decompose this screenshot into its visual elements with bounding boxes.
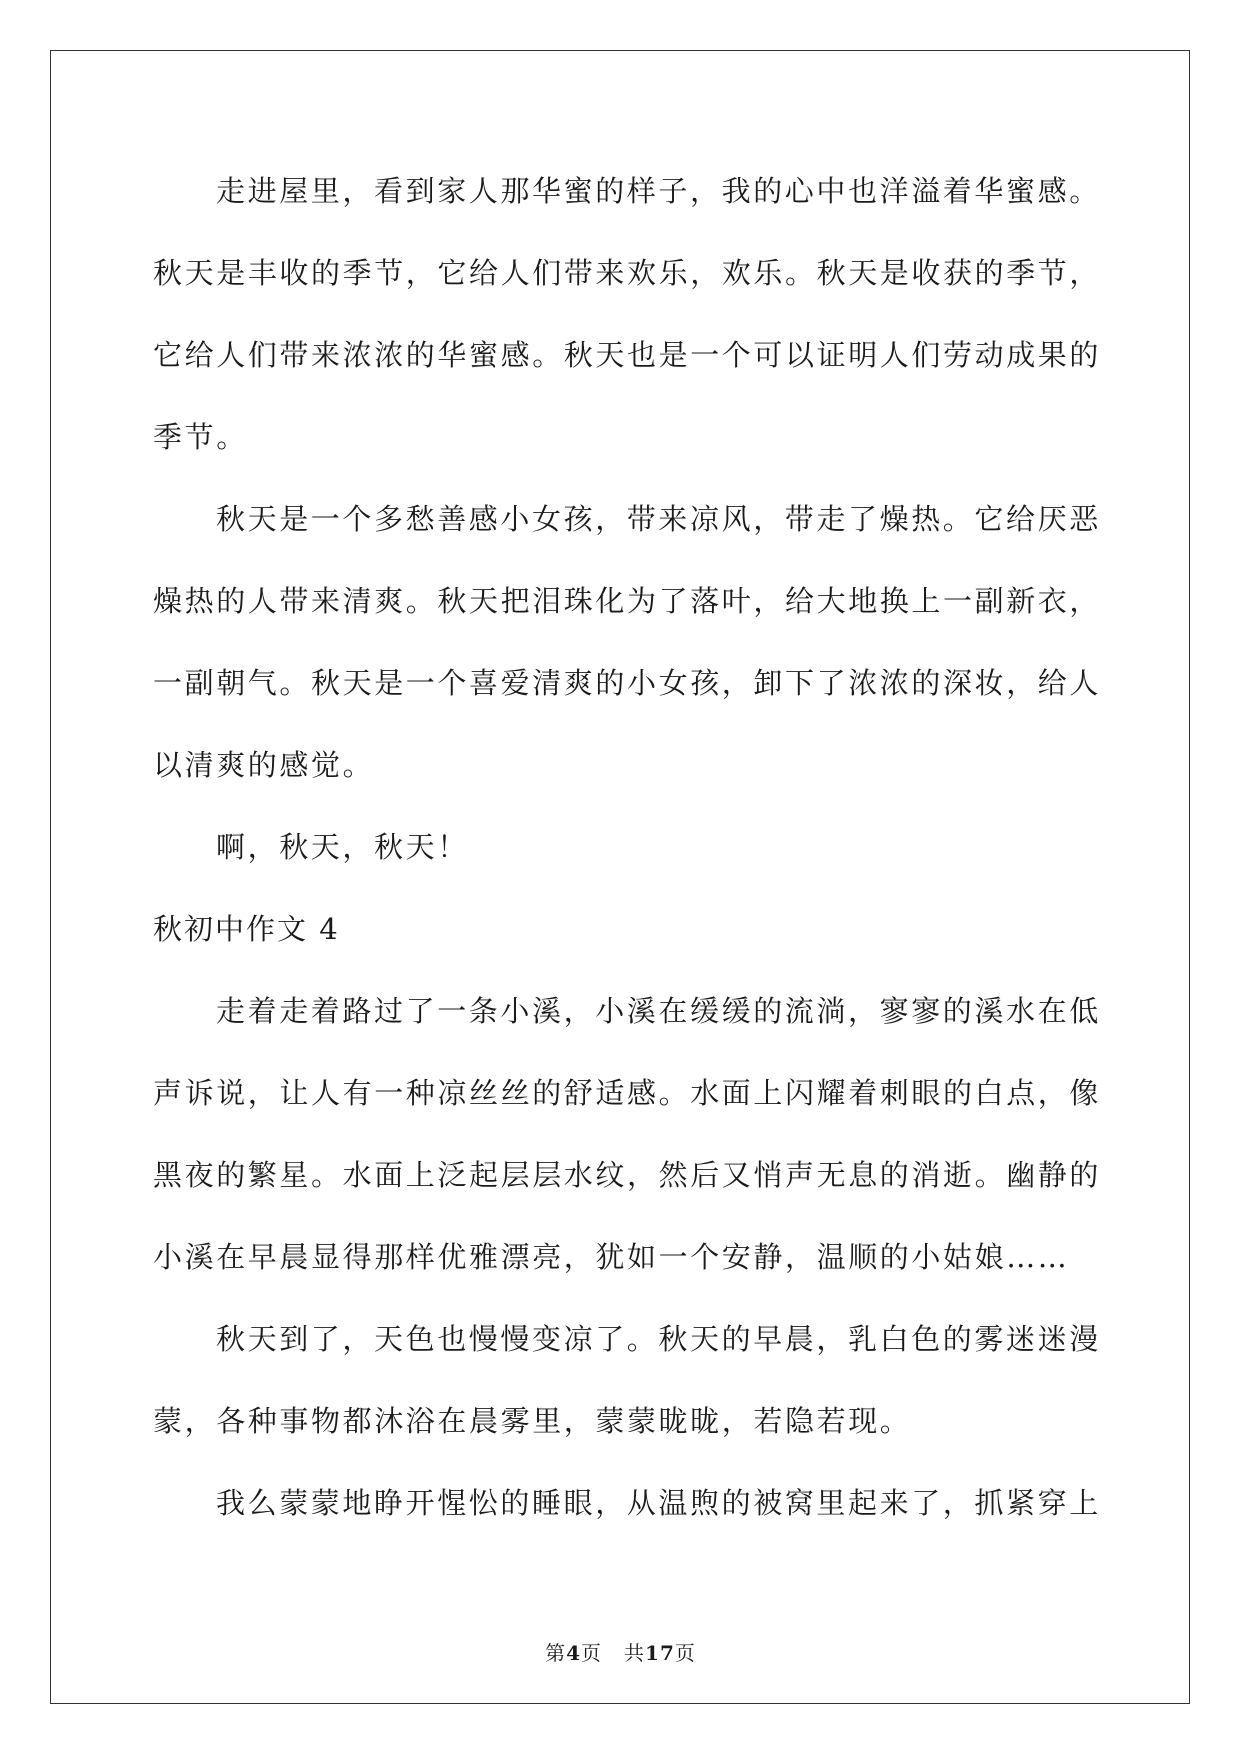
text-line: 黑夜的繁星。水面上泛起层层水纹，然后又悄声无息的消逝。幽静的 (153, 1158, 1102, 1192)
text-line: 走着走着路过了一条小溪，小溪在缓缓的流淌，寥寥的溪水在低 (216, 994, 1101, 1028)
text-line: 季节。 (153, 420, 248, 454)
text-line: 秋天是丰收的季节，它给人们带来欢乐，欢乐。秋天是收获的季节， (153, 256, 1102, 290)
total-prefix: 共 (624, 1641, 646, 1665)
text-line: 一副朝气。秋天是一个喜爱清爽的小女孩，卸下了浓浓的深妆，给人 (153, 666, 1102, 700)
text-line: 以清爽的感觉。 (153, 748, 375, 782)
text-line: 走进屋里，看到家人那华蜜的样子，我的心中也洋溢着华蜜感。 (216, 174, 1101, 208)
total-suffix: 页 (674, 1641, 696, 1665)
text-line: 小溪在早晨显得那样优雅漂亮，犹如一个安静，温顺的小姑娘…… (153, 1240, 1070, 1274)
page-number: 4 (566, 1641, 582, 1665)
text-line: 我么蒙蒙地睁开惺忪的睡眼，从温煦的被窝里起来了，抓紧穿上 (216, 1486, 1101, 1520)
text-line: 秋天是一个多愁善感小女孩，带来凉风，带走了燥热。它给厌恶 (216, 502, 1101, 536)
text-line: 蒙，各种事物都沐浴在晨雾里，蒙蒙昽昽，若隐若现。 (153, 1404, 912, 1438)
text-line: 声诉说，让人有一种凉丝丝的舒适感。水面上闪耀着刺眼的白点，像 (153, 1076, 1102, 1110)
page-footer (0, 1641, 1241, 1665)
text-line: 啊，秋天，秋天！ (216, 830, 469, 864)
page-suffix: 页 (581, 1641, 603, 1665)
total-pages: 17 (645, 1641, 675, 1665)
page-prefix: 第 (545, 1641, 567, 1665)
document-body (153, 150, 1102, 1544)
text-line: 燥热的人带来清爽。秋天把泪珠化为了落叶，给大地换上一副新衣， (153, 584, 1102, 618)
section-heading: 秋初中作文 4 (153, 912, 340, 946)
text-line: 它给人们带来浓浓的华蜜感。秋天也是一个可以证明人们劳动成果的 (153, 338, 1102, 372)
text-line: 秋天到了，天色也慢慢变凉了。秋天的早晨，乳白色的雾迷迷漫 (216, 1322, 1101, 1356)
